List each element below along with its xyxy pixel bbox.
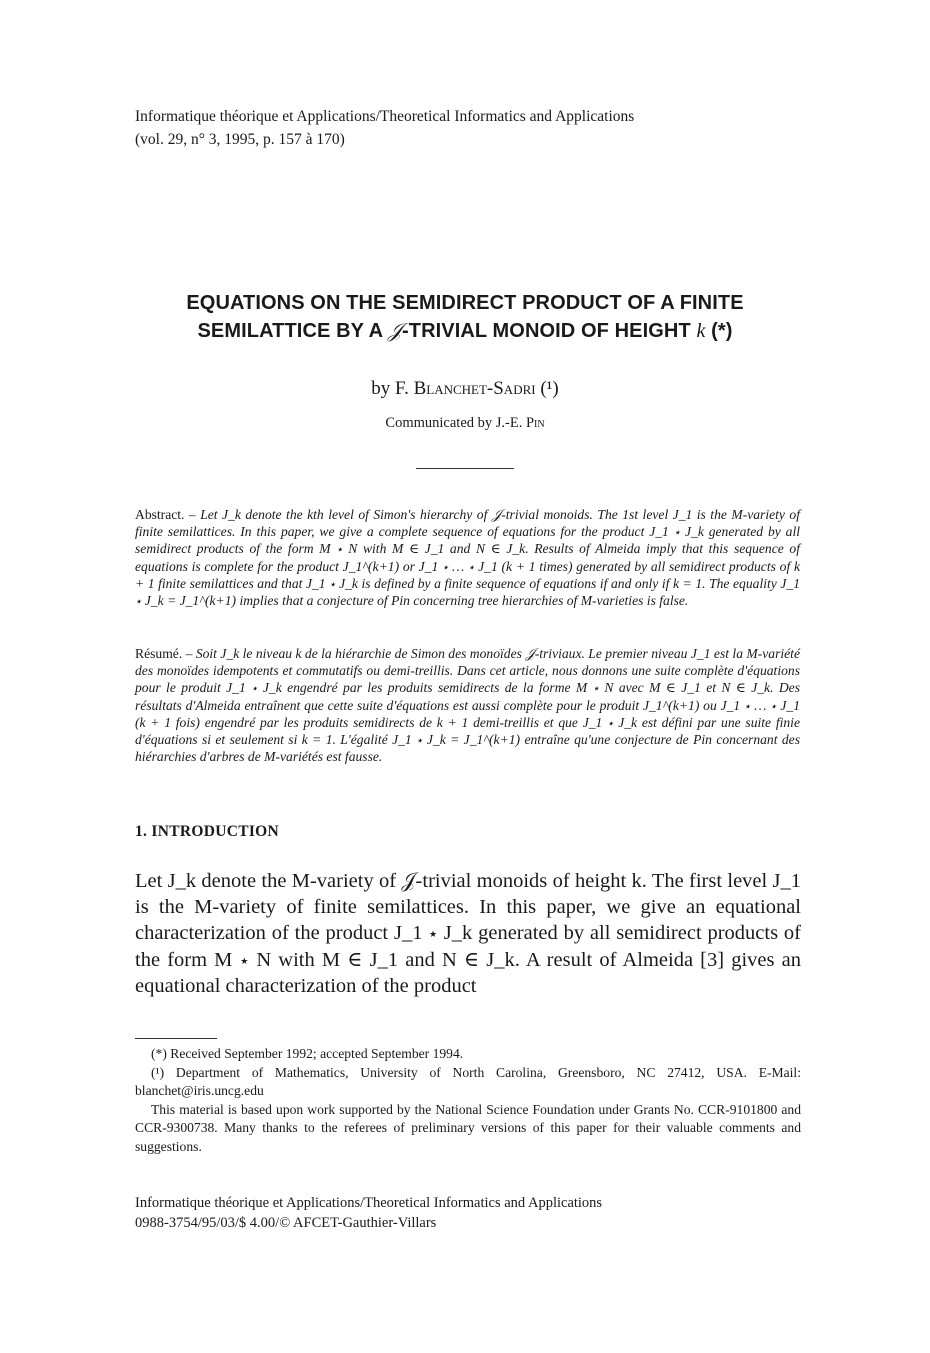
title-line-2-start: SEMILATTICE BY A xyxy=(197,320,389,342)
intro-paragraph: Let J_k denote the M-variety of 𝒥-trivial monoids of height k. The first level J_1 is the M-variety of finite semilattices. In this paper, we give an equational characterization of the product J_1 ⋆ J_k generated by all semidirect products of the form M ⋆ N with M ∈ J_1 and N ∈ J_k. A result of Almeida [3] gives an equational characterization of the product xyxy=(135,870,801,997)
title-divider xyxy=(416,468,514,469)
section-title: INTRODUCTION xyxy=(151,823,280,840)
abstract-label: Abstract. – xyxy=(135,507,201,522)
byline-by: by F. xyxy=(371,378,414,399)
journal-name: Informatique théorique et Applications/Theoretical Informatics and Applications xyxy=(135,108,635,125)
communicated-by xyxy=(0,415,930,432)
communicated-prefix: Communicated by J.-E. xyxy=(385,415,526,431)
title-k: k xyxy=(696,320,706,342)
journal-volume: (vol. 29, n° 3, 1995, p. 157 à 170) xyxy=(135,131,345,148)
journal-header xyxy=(135,105,634,151)
footnotes xyxy=(135,1045,801,1157)
title-line-1: EQUATIONS ON THE SEMIDIRECT PRODUCT OF A FINITE xyxy=(186,292,744,314)
footnote-affiliation: (¹) Department of Mathematics, University of North Carolina, Greensboro, NC 27412, USA. E-Mail: blanchet@iris.uncg.edu xyxy=(135,1064,801,1099)
section-number: 1. xyxy=(135,823,148,840)
page-footer xyxy=(135,1193,602,1233)
title-script-j: 𝒥 xyxy=(388,318,402,342)
footer-code: 0988-3754/95/03/$ 4.00/© AFCET-Gauthier-Villars xyxy=(135,1215,437,1231)
footer-journal: Informatique théorique et Applications/Theoretical Informatics and Applications xyxy=(135,1195,603,1211)
resume-text: Soit J_k le niveau k de la hiérarchie de Simon des monoïdes 𝒥-triviaux. Le premier niveau J_1 est la M-variété des monoïdes idempotents et commutatifs ou demi-treillis. Dans cet article, nous donnons une suite complète d'équations pour le produit J_1 ⋆ J_k engendré par les produits semidirects de la forme M ⋆ N avec M ∈ J_1 et N ∈ J_k. Des résultats d'Almeida entraînent que cette suite d'équations est aussi complète pour le produit J_1^(k+1) ou J_1 ⋆ … ⋆ J_1 (k + 1 fois) engendré par les produits semidirects de k + 1 demi-treillis et que J_1 ⋆ J_k est défini par une suite finie d'équations si et seulement si k = 1. L'égalité J_1 ⋆ J_k = J_1^(k+1) entraîne qu'une conjecture de Pin concernant des hiérarchies d'arbres de M-variétés est fausse. xyxy=(135,646,800,765)
communicator-name: Pin xyxy=(525,415,545,431)
title-line-2-middle: -TRIVIAL MONOID OF HEIGHT xyxy=(402,320,697,342)
footnote-acknowledgement: This material is based upon work supported by the National Science Foundation under Grants No. CCR-9101800 and CCR-9300738. Many thanks to the referees of preliminary versions of this paper for their valuable comments and suggestions. xyxy=(135,1101,801,1154)
footnote-received: (*) Received September 1992; accepted September 1994. xyxy=(151,1046,464,1061)
paper-title xyxy=(90,290,840,345)
section-heading xyxy=(135,823,279,841)
abstract xyxy=(135,506,800,609)
footnote-divider xyxy=(135,1038,217,1039)
abstract-text: Let J_k denote the kth level of Simon's hierarchy of 𝒥-trivial monoids. The 1st level J_1 is the M-variety of finite semilattices. In this paper, we give a complete sequence of equations for the product J_1 ⋆ J_k generated by all semidirect products of the form M ⋆ N with M ∈ J_1 and N ∈ J_k. Results of Almeida imply that this sequence of equations is complete for the product J_1^(k+1) or J_1 ⋆ … ⋆ J_1 (k + 1 times) generated by all semidirect products of k + 1 finite semilattices and that J_1 ⋆ J_k is defined by a finite sequence of equations if and only if k = 1. The equality J_1 ⋆ J_k = J_1^(k+1) implies that a conjecture of Pin concerning tree hierarchies of M-varieties is false. xyxy=(135,507,801,609)
resume-label: Résumé. – xyxy=(135,646,196,661)
author-name: Blanchet-Sadri xyxy=(413,378,536,399)
author-note: (¹) xyxy=(535,378,559,399)
byline xyxy=(0,378,930,400)
resume xyxy=(135,645,800,765)
title-line-2-end: (*) xyxy=(705,320,733,342)
title-line-2 xyxy=(90,317,840,345)
